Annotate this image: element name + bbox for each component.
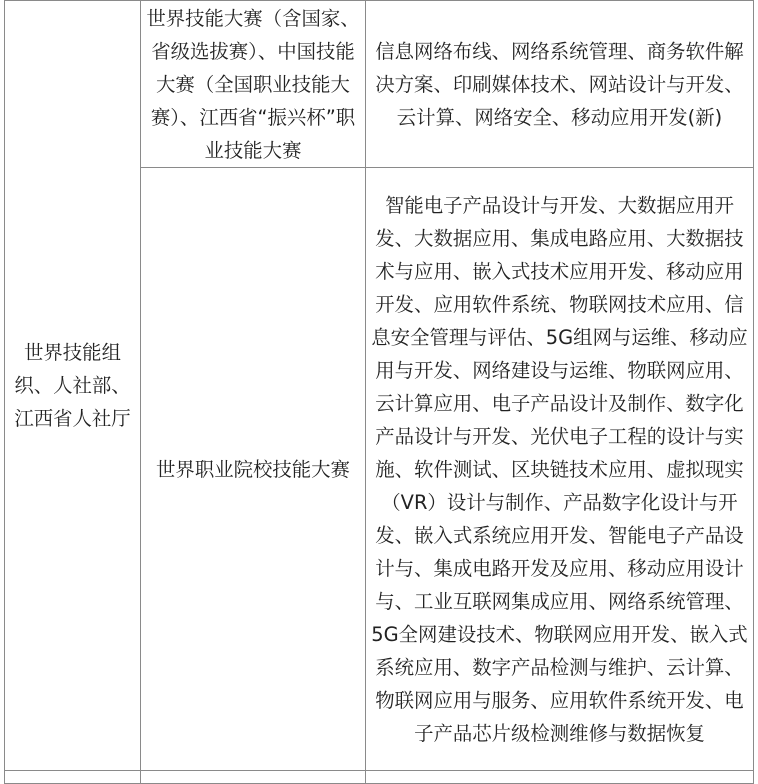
events-text: 信息网络布线、网络系统管理、商务软件解决方案、印刷媒体技术、网站设计与开发、云计算、网络安全、移动应用开发(新) [375, 39, 744, 129]
organizer-text: 世界技能组织、人社部、江西省人社厅 [14, 341, 131, 430]
organizer-cell [5, 1, 141, 771]
events-cell [366, 168, 754, 771]
events-cell [366, 1, 754, 168]
competition-name: 世界技能大赛（含国家、省级选拔赛）、中国技能大赛（全国职业技能大赛）、江西省“振兴杯”职业技能大赛 [146, 6, 360, 162]
competition-name: 世界职业院校技能大赛 [156, 457, 350, 481]
competition-table [4, 0, 754, 784]
events-text: 智能电子产品设计与开发、大数据应用开发、大数据应用、集成电路应用、大数据技术与应用、嵌入式技术应用开发、移动应用开发、应用软件系统、物联网技术应用、信息安全管理与评估、5G组网与运维、移动应用与开发、网络建设与运维、物联网应用、云计算应用、电子产品设计及制作、数字化产品设计与开发、光伏电子工程的设计与实施、软件测试、区块链技术应用、虚拟现实（VR）设计与制作、产品数字化设计与开发、嵌入式系统应用开发、智能电子产品设计与、集成电路开发及应用、移动应用设计与、工业互联网集成应用、网络系统管理、5G全网建设技术、物联网应用开发、嵌入式系统应用、数字产品检测与维护、云计算、物联网应用与服务、应用软件系统开发、电子产品芯片级检测维修与数据恢复 [371, 193, 748, 745]
table-row [5, 1, 754, 168]
competition-name-cell [141, 168, 366, 771]
competition-name-cell [141, 1, 366, 168]
